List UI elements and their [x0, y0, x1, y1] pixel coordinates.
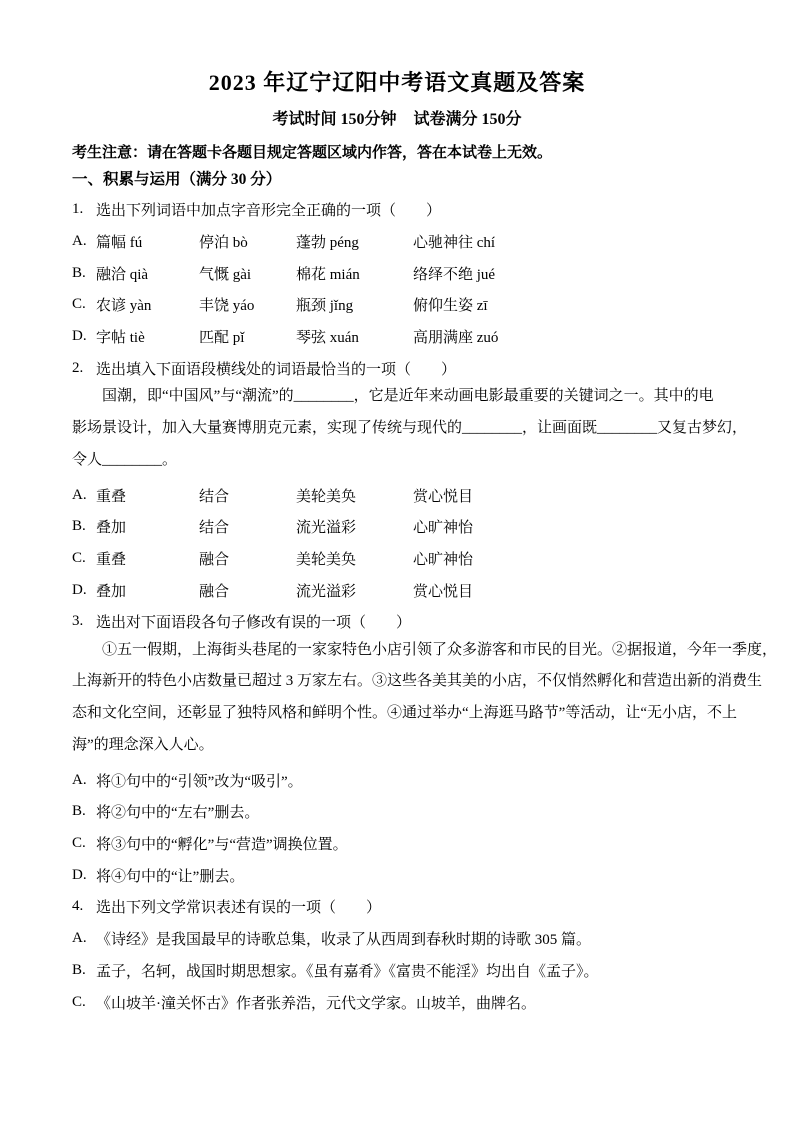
option-cell: 赏心悦目 — [413, 583, 474, 600]
option-cell: 流光溢彩 — [296, 583, 357, 600]
option-cell: 心驰神往 chí — [413, 235, 496, 252]
option-cell: 琴弦 xuán — [296, 330, 359, 347]
option-label: C. — [72, 835, 86, 852]
question-4-option-a — [72, 923, 742, 955]
option-cell: 蓬勃 péng — [296, 235, 359, 252]
question-4-option-c — [72, 986, 742, 1018]
option-cell: 重叠 — [96, 488, 127, 505]
question-3-option-d — [72, 859, 742, 891]
question-1-option-d — [72, 321, 742, 353]
question-1-stem-text: 选出下列词语中加点字音形完全正确的一项（ ） — [96, 203, 442, 220]
option-cell: 融合 — [199, 551, 230, 568]
question-2-option-a — [72, 479, 742, 511]
candidate-notice: 考生注意：请在答题卡各题目规定答题区域内作答，答在本试卷上无效。 — [72, 145, 553, 161]
question-4-stem — [72, 891, 742, 923]
question-2-stem — [72, 352, 742, 384]
option-text: 《山坡羊·潼关怀古》作者张养浩，元代文学家。山坡羊，曲牌名。 — [96, 995, 536, 1012]
question-2-passage-line: 影场景设计，加入大量赛博朋克元素，实现了传统与现代的________，让画面既________又复古梦幻， — [72, 419, 748, 436]
question-3-option-a — [72, 764, 742, 796]
question-3-number: 3. — [72, 613, 84, 630]
option-text: 将①句中的“引领”改为“吸引”。 — [96, 773, 303, 790]
question-3-passage-line: 上海新开的特色小店数量已超过 3 万家左右。③这些各美其美的小店，不仅悄然孵化和营造出新的消费生 — [72, 673, 763, 690]
questions-area — [72, 194, 778, 1018]
question-1-stem — [72, 194, 742, 226]
question-3-option-b — [72, 796, 742, 828]
option-cell: 叠加 — [96, 520, 127, 537]
question-4-number: 4. — [72, 898, 84, 915]
question-1-number: 1. — [72, 201, 84, 218]
option-label: B. — [72, 961, 86, 978]
option-cell: 融合 — [199, 583, 230, 600]
option-label: C. — [72, 296, 86, 313]
question-3-option-c — [72, 828, 742, 860]
option-cell: 俯仰生姿 zī — [413, 298, 488, 315]
exam-duration: 考试时间 150分钟 — [272, 111, 397, 128]
option-cell: 气慨 gài — [199, 266, 252, 283]
option-label: C. — [72, 993, 86, 1010]
option-cell: 停泊 bò — [199, 235, 248, 252]
option-label: D. — [72, 328, 87, 345]
option-label: A. — [72, 771, 87, 788]
option-label: A. — [72, 233, 87, 250]
question-2-stem-text: 选出填入下面语段横线处的词语最恰当的一项（ ） — [96, 361, 457, 378]
option-label: C. — [72, 549, 86, 566]
option-label: D. — [72, 866, 87, 883]
question-1-option-c — [72, 289, 742, 321]
option-text: 《诗经》是我国最早的诗歌总集，收录了从西周到春秋时期的诗歌 305 篇。 — [96, 932, 592, 949]
question-3-stem-text: 选出对下面语段各句子修改有误的一项（ ） — [96, 615, 412, 632]
question-1-option-b — [72, 257, 742, 289]
question-3-passage-line: 海”的理念深入人心。 — [72, 736, 214, 753]
exam-info-line — [0, 106, 794, 129]
question-2-option-b — [72, 511, 742, 543]
option-text: 将③句中的“孵化”与“营造”调换位置。 — [96, 837, 348, 854]
option-text: 孟子，名轲，战国时期思想家。《虽有嘉肴》《富贵不能淫》均出自《孟子》。 — [96, 963, 599, 980]
exam-total-score: 试卷满分 150分 — [413, 111, 522, 128]
page-title: 2023 年辽宁辽阳中考语文真题及答案 — [208, 70, 586, 95]
option-cell: 融洽 qià — [96, 266, 149, 283]
question-3-passage-line: 态和文化空间，还彰显了独特风格和鲜明个性。④通过举办“上海逛马路节”等活动，让“无小店，不上 — [72, 705, 737, 721]
question-2-passage-line: 令人________。 — [72, 451, 178, 468]
question-4-stem-text: 选出下列文学常识表述有误的一项（ ） — [96, 900, 382, 917]
option-cell: 高朋满座 zuó — [413, 330, 499, 347]
option-cell: 棉花 mián — [296, 266, 360, 283]
question-2-passage-line: 国潮，即“中国风”与“潮流”的________，它是近年来动画电影最重要的关键词之一。其中的电 — [72, 388, 714, 405]
option-cell: 结合 — [199, 520, 230, 537]
option-label: A. — [72, 930, 87, 947]
option-cell: 赏心悦目 — [413, 488, 474, 505]
option-cell: 心旷神怡 — [413, 551, 474, 568]
option-cell: 篇幅 fú — [96, 235, 143, 252]
question-2-number: 2. — [72, 359, 84, 376]
option-cell: 美轮美奂 — [296, 488, 357, 505]
question-2-option-d — [72, 574, 742, 606]
question-3-stem — [72, 606, 742, 638]
option-text: 将②句中的“左右”删去。 — [96, 805, 260, 822]
option-text: 将④句中的“让”删去。 — [96, 868, 245, 885]
option-cell: 叠加 — [96, 583, 127, 600]
question-2-option-c — [72, 543, 742, 575]
option-label: A. — [72, 486, 87, 503]
question-4-option-b — [72, 955, 742, 987]
option-label: B. — [72, 264, 86, 281]
question-3-passage-line: ①五一假期，上海街头巷尾的一家家特色小店引领了众多游客和市民的目光。②据报道，今年一季度， — [72, 641, 778, 658]
section-heading: 一、积累与运用（满分 30 分） — [72, 171, 282, 188]
option-cell: 重叠 — [96, 551, 127, 568]
option-cell: 丰饶 yáo — [199, 298, 255, 315]
option-cell: 农谚 yàn — [96, 298, 152, 315]
option-cell: 结合 — [199, 488, 230, 505]
option-cell: 流光溢彩 — [296, 520, 357, 537]
option-label: B. — [72, 803, 86, 820]
option-cell: 匹配 pǐ — [199, 330, 245, 347]
option-cell: 字帖 tiè — [96, 330, 145, 347]
question-1-option-a — [72, 226, 742, 258]
option-cell: 瓶颈 jǐng — [296, 298, 354, 315]
option-label: B. — [72, 518, 86, 535]
option-label: D. — [72, 581, 87, 598]
option-cell: 络绎不绝 jué — [413, 266, 496, 283]
option-cell: 心旷神怡 — [413, 520, 474, 537]
option-cell: 美轮美奂 — [296, 551, 357, 568]
